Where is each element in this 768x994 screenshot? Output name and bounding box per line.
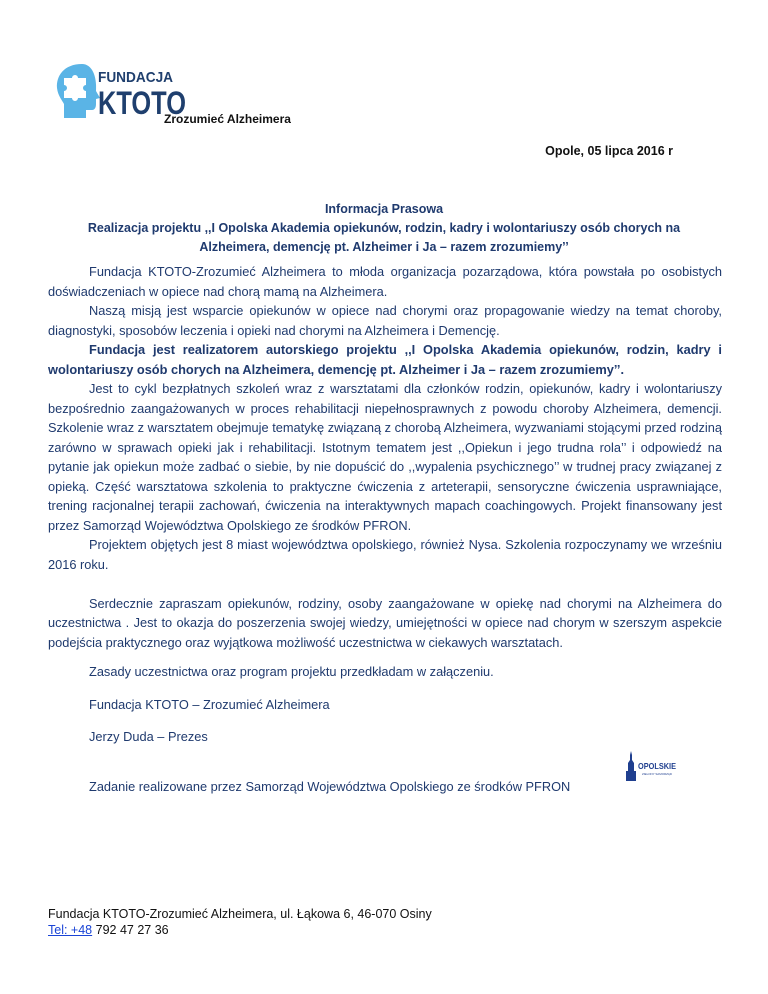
phone-link[interactable]: Tel: +48 [48, 923, 93, 937]
opolskie-name: OPOLSKIE [638, 761, 677, 771]
place-date: Opole, 05 lipca 2016 r [545, 144, 673, 158]
opolskie-logo [622, 749, 678, 783]
opolskie-sub: ZIELONY SAMORZĄD [642, 772, 673, 776]
signature-person: Jerzy Duda – Prezes [89, 729, 208, 744]
project-title-line-1: Realizacja projektu ,,I Opolska Akademia opiekunów, rodzin, kadry i wolontariuszy osób chorych na [87, 221, 681, 235]
press-title: Informacja Prasowa [324, 202, 444, 216]
logo-brand-bottom: KTOTO [98, 85, 186, 121]
attachment-note: Zasady uczestnictwa oraz program projektu przedkładam w załączeniu. [89, 664, 494, 679]
paragraph-project: Fundacja jest realizatorem autorskiego projektu ,,I Opolska Akademia opiekunów, rodzin, kadry i wolontariuszy osób chorych na Alzheimera, demencję pt. Alzheimer i Ja – razem zrozumiemy’’. [48, 342, 722, 377]
project-title-line-2: Alzheimera, demencję pt. Alzheimer i Ja – razem zrozumiemy’’ [199, 240, 569, 254]
paragraph-mission: Naszą misją jest wsparcie opiekunów w opiece nad chorymi oraz propagowanie wiedzy na temat choroby, diagnostyki, sposobów leczenia i opieki nad chorymi na Alzheimera i Demencję. [48, 303, 722, 338]
logo-brand-top: FUNDACJA [98, 69, 174, 86]
footer-phone [48, 922, 432, 938]
press-header [60, 200, 708, 257]
paragraph-description: Jest to cykl bezpłatnych szkoleń wraz z warsztatami dla członków rodzin, opiekunów, kadry i wolontariuszy bezpośrednio zaangażowanych w proces rehabilitacji niepełnosprawnych z powodu choroby Alzheimera, demencji. Szkolenie wraz z warsztatem obejmuje tematykę związaną z chorobą Alzheimera, wyzwaniami stojącymi przed rodziną zarówno w sprawach opieki jak i rehabilitacji. Istotnym tematem jest ,,Opiekun i jego trudna rola’’ i odpowiedź na pytanie jak opiekun może zadbać o siebie, by nie dopuścić do ,,wypalenia psychicznego’’ w trudnej pracy związanej z opieką. Część warsztatowa szkolenia to praktyczne ćwiczenia z arteterapii, sensoryczne ćwiczenia usprawniające, trening racjonalnej terapii zachowań, ćwiczenia na interaktywnych mapach coachingowych. Projekt finansowany jest przez Samorząd Województwa Opolskiego ze środków PFRON. [48, 381, 722, 533]
body-text [48, 262, 722, 652]
paragraph-invitation: Serdecznie zapraszam opiekunów, rodziny, osoby zaangażowane w opiekę nad chorymi na Alzheimera do uczestnictwa . Jest to okazja do poszerzenia swojej wiedzy, umiejętności w opiece nad chorym w szerszym aspekcie podejścia praktycznego oraz wyjątkowa możliwość uczestnictwa w ciekawych warsztatach. [48, 595, 722, 650]
puzzle-piece-icon [64, 75, 86, 101]
logo-tagline: Zrozumieć Alzheimera [164, 112, 291, 126]
signature-org: Fundacja KTOTO – Zrozumieć Alzheimera [89, 697, 330, 712]
paragraph-cities: Projektem objętych jest 8 miast województwa opolskiego, również Nysa. Szkolenia rozpoczynamy we wrześniu 2016 roku. [48, 537, 722, 572]
paragraph-intro: Fundacja KTOTO-Zrozumieć Alzheimera to młoda organizacja pozarządowa, która powstała po osobistych doświadczeniach w opiece nad chorą mamą na Alzheimera. [48, 264, 722, 299]
phone-number: 792 47 27 36 [92, 923, 169, 937]
footer-address: Fundacja KTOTO-Zrozumieć Alzheimera, ul. Łąkowa 6, 46-070 Osiny [48, 907, 432, 921]
funding-note: Zadanie realizowane przez Samorząd Województwa Opolskiego ze środków PFRON [89, 779, 571, 794]
footer [48, 906, 432, 938]
fundacja-ktoto-logo [52, 58, 192, 120]
